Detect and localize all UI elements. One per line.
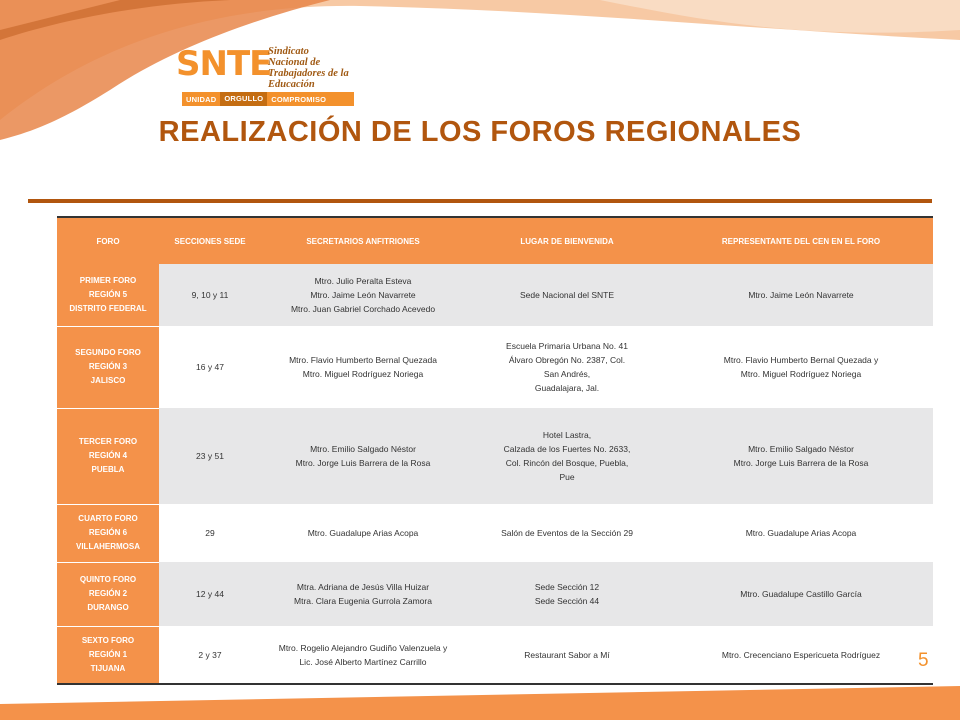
- cell-line: Mtro. Flavio Humberto Bernal Quezada y: [723, 355, 879, 365]
- snte-logo: [176, 40, 356, 106]
- logo-name-line: Trabajadores de la: [268, 68, 349, 79]
- foro-cell: [57, 626, 159, 684]
- table-row: [57, 562, 933, 626]
- cell-line: REGIÓN 3: [88, 362, 128, 371]
- header-secretarios: SECRETARIOS ANFITRIONES: [261, 217, 465, 264]
- header-lugar: LUGAR DE BIENVENIDA: [465, 217, 669, 264]
- secretarios-cell: [261, 504, 465, 562]
- cell-line: Mtro. Miguel Rodríguez Noriega: [302, 369, 424, 379]
- cell-line: SEGUNDO FORO: [75, 348, 141, 357]
- header-foro: FORO: [57, 217, 159, 264]
- representante-cell: [669, 326, 933, 408]
- cell-line: Mtro. Rogelio Alejandro Gudiño Valenzuela y: [278, 642, 448, 653]
- cell-line: TIJUANA: [90, 663, 126, 673]
- lugar-cell: [465, 264, 669, 326]
- secciones-cell: 29: [159, 504, 261, 562]
- slide-title: REALIZACIÓN DE LOS FOROS REGIONALES: [158, 116, 802, 148]
- table-row: [57, 504, 933, 562]
- secciones-cell: 9, 10 y 11: [159, 264, 261, 326]
- header-secciones: SECCIONES SEDE: [159, 217, 261, 264]
- lugar-cell: [465, 562, 669, 626]
- title-divider: [28, 199, 932, 203]
- lugar-cell: [465, 626, 669, 684]
- cell-line: Mtra. Adriana de Jesús Villa Huizar: [296, 582, 430, 592]
- cell-line: DURANGO: [87, 603, 129, 612]
- cell-line: Mtro. Guadalupe Arias Acopa: [307, 528, 419, 538]
- cell-line: Mtro. Jorge Luis Barrera de la Rosa: [295, 458, 431, 468]
- header-representante: REPRESENTANTE DEL CEN EN EL FORO: [669, 217, 933, 264]
- representante-cell: [669, 562, 933, 626]
- cell-line: REGIÓN 1: [88, 649, 128, 659]
- cell-line: DISTRITO FEDERAL: [69, 303, 147, 313]
- tagline-word: ORGULLO: [220, 92, 267, 106]
- cell-line: Mtro. Guadalupe Arias Acopa: [745, 528, 857, 538]
- representante-cell: [669, 626, 933, 684]
- cell-line: REGIÓN 2: [88, 589, 128, 598]
- logo-tagline: [182, 92, 354, 106]
- representante-cell: [669, 408, 933, 504]
- logo-name-line: Educación: [268, 79, 315, 90]
- cell-line: JALISCO: [90, 376, 126, 385]
- logo-name-line: Sindicato: [268, 46, 309, 57]
- cell-line: Calzada de los Fuertes No. 2633,: [503, 444, 631, 454]
- logo-mark: SNTE: [176, 44, 272, 84]
- lugar-cell: [465, 326, 669, 408]
- cell-line: REGIÓN 5: [88, 289, 128, 299]
- cell-line: San Andrés,: [543, 369, 591, 379]
- cell-line: QUINTO FORO: [79, 575, 137, 584]
- table-row: [57, 626, 933, 684]
- secciones-cell: 16 y 47: [159, 326, 261, 408]
- cell-line: PUEBLA: [91, 465, 125, 474]
- cell-line: REGIÓN 4: [88, 451, 128, 460]
- cell-line: Mtra. Clara Eugenia Gurrola Zamora: [294, 596, 432, 606]
- cell-line: Hotel Lastra,: [542, 430, 592, 440]
- cell-line: Mtro. Miguel Rodríguez Noriega: [740, 369, 862, 379]
- forums-table: [57, 216, 933, 685]
- cell-line: Salón de Eventos de la Sección 29: [501, 528, 633, 538]
- cell-line: Mtro. Crecenciano Espericueta Rodríguez: [721, 649, 881, 660]
- cell-line: Mtro. Jaime León Navarrete: [310, 290, 416, 300]
- cell-line: CUARTO FORO: [78, 514, 138, 523]
- cell-line: VILLAHERMOSA: [76, 542, 140, 551]
- cell-line: Mtro. Guadalupe Castillo García: [740, 589, 862, 599]
- foro-cell: [57, 408, 159, 504]
- cell-line: SEXTO FORO: [81, 635, 135, 645]
- cell-line: Mtro. Flavio Humberto Bernal Quezada: [289, 355, 437, 365]
- foro-cell: [57, 504, 159, 562]
- tagline-word: COMPROMISO: [271, 94, 327, 104]
- secciones-cell: 12 y 44: [159, 562, 261, 626]
- page-number: 5: [918, 650, 929, 671]
- secciones-cell: 2 y 37: [159, 626, 261, 684]
- cell-line: PRIMER FORO: [79, 275, 137, 285]
- cell-line: Mtro. Emilio Salgado Néstor: [748, 444, 854, 454]
- cell-line: Mtro. Emilio Salgado Néstor: [310, 444, 416, 454]
- cell-line: Sede Sección 12: [534, 582, 600, 592]
- cell-line: Mtro. Jaime León Navarrete: [748, 290, 854, 300]
- representante-cell: [669, 264, 933, 326]
- lugar-cell: [465, 504, 669, 562]
- cell-line: Álvaro Obregón No. 2387, Col.: [508, 355, 626, 365]
- cell-line: Col. Rincón del Bosque, Puebla,: [505, 458, 629, 468]
- logo-org-name: [268, 46, 364, 90]
- cell-line: Guadalajara, Jal.: [534, 383, 600, 393]
- cell-line: Mtro. Juan Gabriel Corchado Acevedo: [290, 304, 436, 314]
- table-row: [57, 326, 933, 408]
- cell-line: REGIÓN 6: [88, 528, 128, 537]
- cell-line: Mtro. Julio Peralta Esteva: [314, 276, 412, 286]
- representante-cell: [669, 504, 933, 562]
- secretarios-cell: [261, 408, 465, 504]
- table-row: [57, 408, 933, 504]
- secretarios-cell: [261, 626, 465, 684]
- logo-name-line: Nacional de: [268, 57, 321, 68]
- cell-line: Lic. José Alberto Martínez Carrillo: [299, 656, 427, 667]
- lugar-cell: [465, 408, 669, 504]
- cell-line: Sede Nacional del SNTE: [519, 290, 615, 300]
- cell-line: Escuela Primaria Urbana No. 41: [506, 341, 628, 351]
- secciones-cell: 23 y 51: [159, 408, 261, 504]
- cell-line: Pue: [559, 472, 575, 482]
- foro-cell: [57, 264, 159, 326]
- foro-cell: [57, 562, 159, 626]
- tagline-word: UNIDAD: [186, 94, 217, 104]
- cell-line: Mtro. Jorge Luis Barrera de la Rosa: [733, 458, 869, 468]
- table-row: [57, 264, 933, 326]
- secretarios-cell: [261, 264, 465, 326]
- cell-line: Sede Sección 44: [534, 596, 600, 606]
- cell-line: Restaurant Sabor a Mí: [524, 649, 610, 660]
- secretarios-cell: [261, 326, 465, 408]
- secretarios-cell: [261, 562, 465, 626]
- table-header-row: [57, 217, 933, 264]
- cell-line: TERCER FORO: [78, 437, 138, 446]
- foro-cell: [57, 326, 159, 408]
